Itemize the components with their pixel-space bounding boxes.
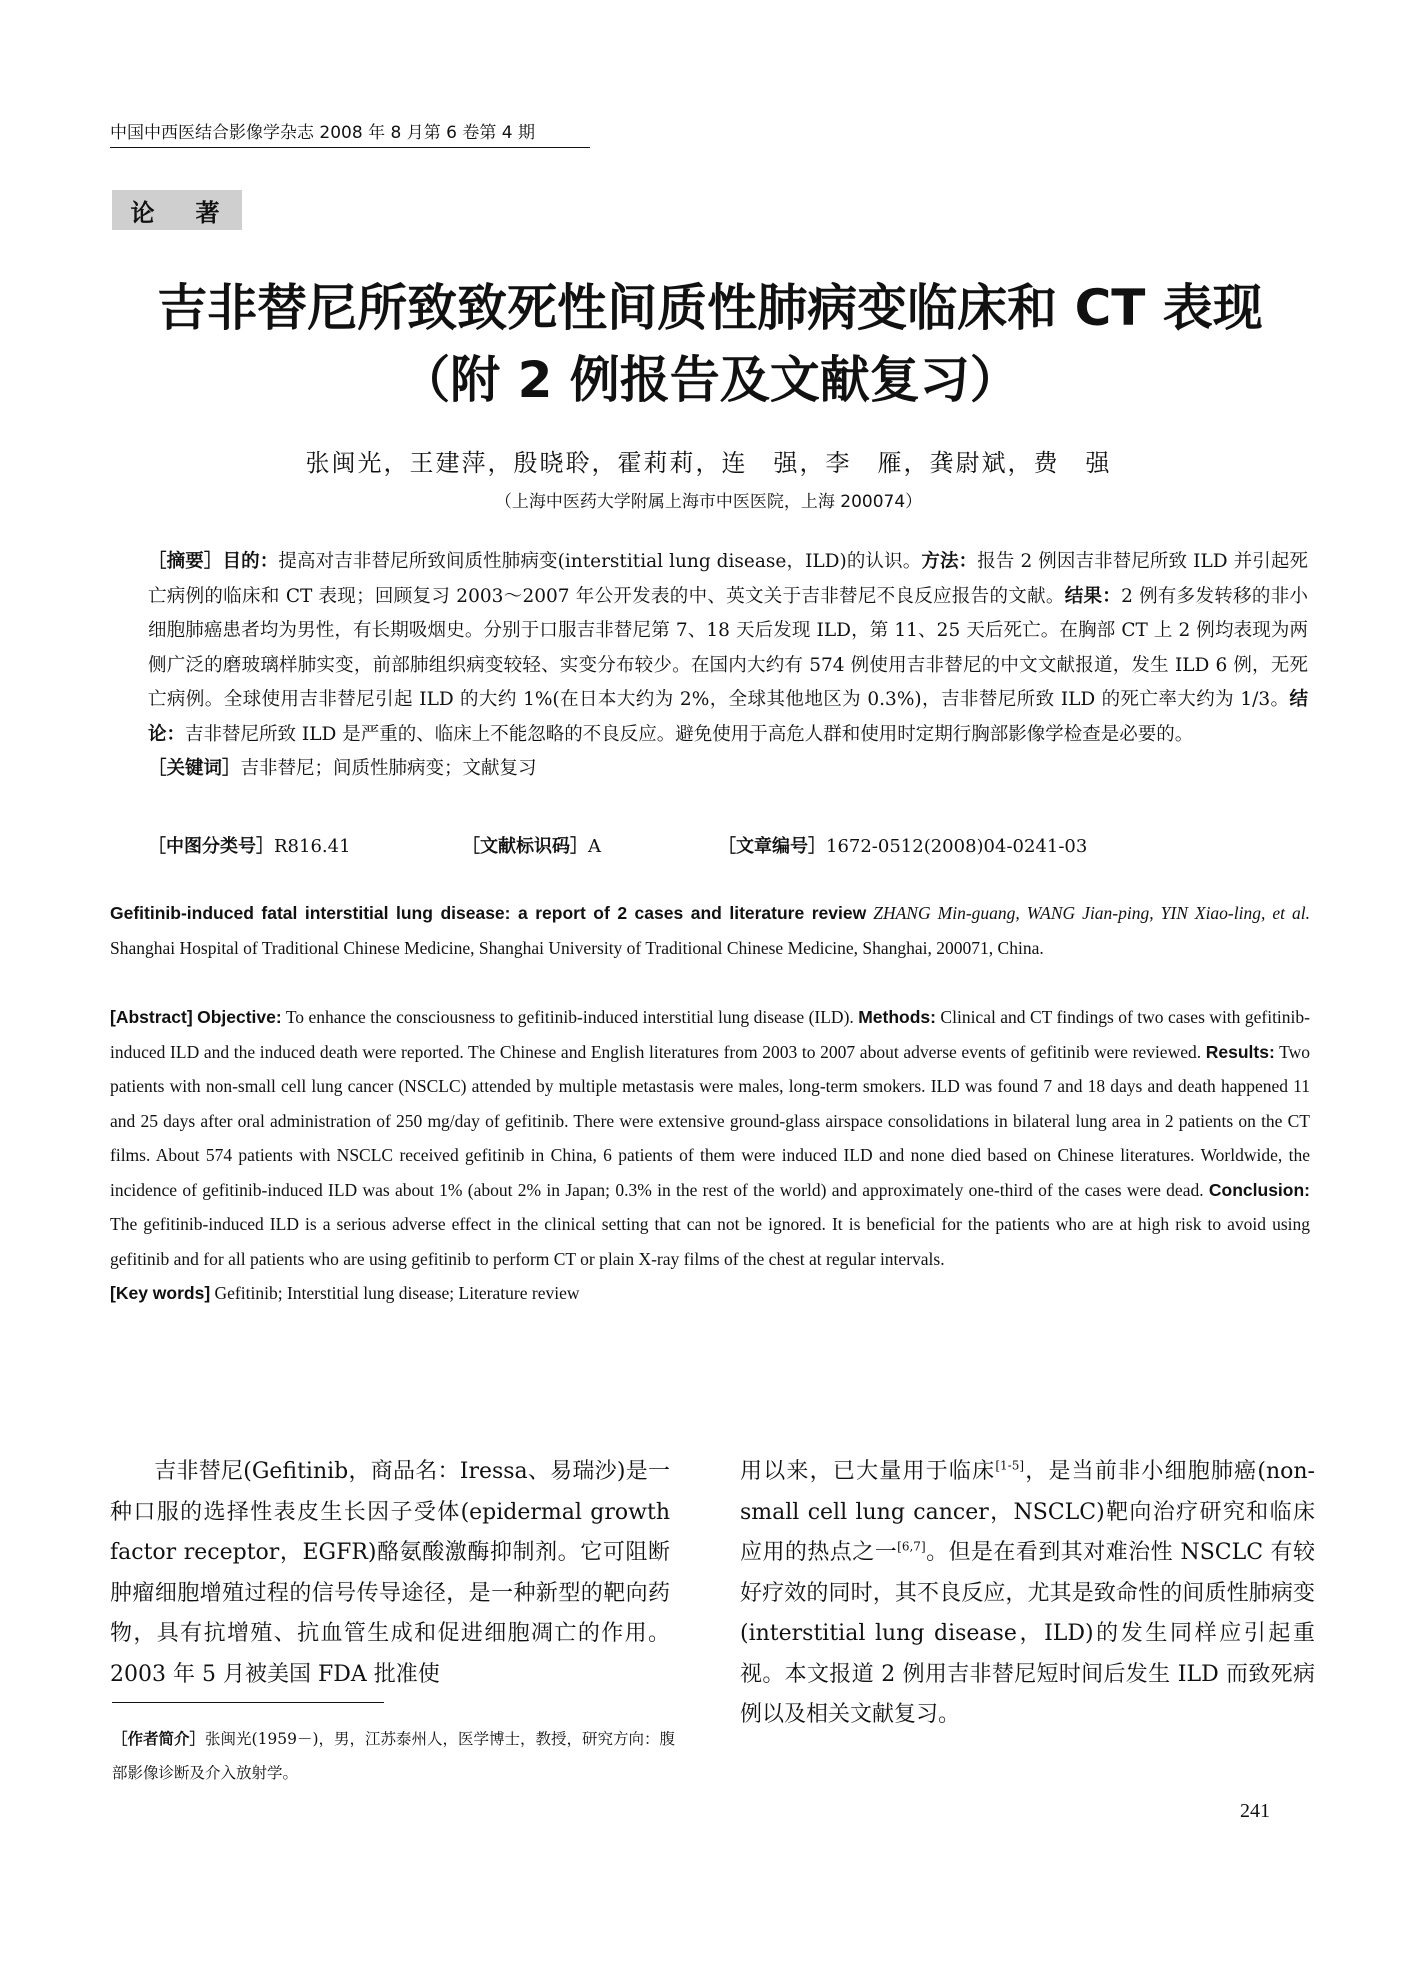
article-number bbox=[718, 832, 1087, 858]
abstract-label: ［摘要］ bbox=[148, 551, 223, 572]
body-right-text-3: 。但是在看到其对难治性 NSCLC 有较好疗效的同时，其不良反应，尤其是致命性的间质性肺病变(interstitial lung disease，ILD)的发生同样应引起重视。本文报道 2 例用吉非替尼短时间后发生 ILD 而致死病例以及相关文献复习。 bbox=[740, 1540, 1315, 1727]
en-conclusion-label: Conclusion: bbox=[1208, 1179, 1310, 1200]
english-affiliation: Shanghai Hospital of Traditional Chinese Medicine, Shanghai University of Traditional Chinese Medicine, Shanghai, 200071, China. bbox=[110, 937, 1044, 958]
conclusion-text: 吉非替尼所致 ILD 是严重的、临床上不能忽略的不良反应。避免使用于高危人群和使用时定期行胸部影像学检查是必要的。 bbox=[185, 723, 1194, 745]
en-conclusion-text: The gefitinib-induced ILD is a serious adverse effect in the clinical setting that can not be ignored. It is beneficial for the patients who are at high risk to avoid using gefitinib and for all patients who are using gefitinib to perform CT or plain X-ray films of the chest at regular intervals. bbox=[110, 1214, 1310, 1269]
en-methods-text: Clinical and CT findings of two cases with gefitinib-induced ILD and the induced death were reported. The Chinese and English literatures from 2003 to 2007 about adverse events of gefitinib were reviewed. bbox=[110, 1007, 1310, 1062]
keywords-label: ［关键词］ bbox=[148, 758, 241, 779]
english-title-block bbox=[110, 896, 1310, 965]
en-keywords-label: [Key words] bbox=[110, 1283, 211, 1303]
body-right-text-2: ，是当前非小细胞肺癌(non-small cell lung cancer，NSCLC)靶向治疗研究和临床应用的热点之一 bbox=[740, 1459, 1315, 1565]
results-text: 2 例有多发转移的非小细胞肺癌患者均为男性，有长期吸烟史。分别于口服吉非替尼第 7、18 天后发现 ILD，第 11、25 天后死亡。在胸部 CT 上 2 例均表现为两侧广泛的磨玻璃样肺实变，前部肺组织病变较轻、实变分布较少。在国内大约有 574 例使用吉非替尼的中文文献报道，发生 ILD 6 例，无死亡病例。全球使用吉非替尼引起 ILD 的大约 1%(在日本大约为 2%，全球其他地区为 0.3%)，吉非替尼所致 ILD 的死亡率大约为 1/3。 bbox=[148, 585, 1308, 710]
body-left-column bbox=[110, 1452, 670, 1695]
results-label: 结果： bbox=[1064, 585, 1122, 607]
objective-text: 提高对吉非替尼所致间质性肺病变(interstitial lung disease，ILD)的认识。 bbox=[278, 551, 922, 572]
footnote-divider bbox=[112, 1702, 384, 1703]
body-left-text: 吉非替尼(Gefitinib，商品名：Iressa、易瑞沙)是一种口服的选择性表皮生长因子受体(epidermal growth factor receptor，EGFR)酪氨酸激酶抑制剂。它可阻断肿瘤细胞增殖过程的信号传导途径，是一种新型的靶向药物，具有抗增殖、抗血管生成和促进细胞凋亡的作用。2003 年 5 月被美国 FDA 批准使 bbox=[110, 1459, 670, 1687]
english-abstract bbox=[110, 1000, 1310, 1311]
author-footnote bbox=[112, 1722, 687, 1790]
en-results-label: Results: bbox=[1205, 1041, 1275, 1062]
clc-value: R816.41 bbox=[274, 836, 351, 857]
citation-1-5: [1-5] bbox=[995, 1458, 1025, 1473]
footnote-text: 张闽光(1959－)，男，江苏泰州人，医学博士，教授，研究方向：腹部影像诊断及介入放射学。 bbox=[112, 1730, 676, 1782]
en-objective-text: To enhance the consciousness to gefitinib-induced interstitial lung disease (ILD). bbox=[285, 1007, 854, 1027]
chinese-abstract bbox=[148, 545, 1308, 787]
page-number: 241 bbox=[1240, 1800, 1270, 1822]
doc-value: A bbox=[588, 836, 601, 857]
document-code bbox=[462, 832, 601, 858]
en-methods-label: Methods: bbox=[858, 1007, 936, 1027]
title-line-1: 吉非替尼所致致死性间质性肺病变临床和 CT 表现 bbox=[157, 279, 1263, 337]
english-authors: ZHANG Min-guang, WANG Jian-ping, YIN Xiao-ling, et al. bbox=[873, 903, 1311, 923]
clc-label: ［中图分类号］ bbox=[148, 836, 274, 857]
methods-label: 方法： bbox=[921, 551, 978, 572]
section-tag-char-2: 著 bbox=[195, 198, 224, 227]
en-abstract-label: [Abstract] bbox=[110, 1007, 193, 1027]
citation-6-7: [6,7] bbox=[897, 1539, 926, 1554]
english-title: Gefitinib-induced fatal interstitial lung disease: a report of 2 cases and literature review bbox=[110, 903, 867, 923]
body-right-text-1: 用以来，已大量用于临床 bbox=[740, 1459, 996, 1484]
conclusion-label: 结论： bbox=[148, 689, 1308, 745]
keywords-text: 吉非替尼；间质性肺病变；文献复习 bbox=[240, 758, 537, 779]
section-tag bbox=[112, 190, 242, 230]
title-line-2: （附 2 例报告及文献复习） bbox=[400, 351, 1020, 409]
clc-number bbox=[148, 832, 351, 858]
body-right-column bbox=[740, 1452, 1315, 1736]
journal-header: 中国中西医结合影像学杂志 2008 年 8 月第 6 卷第 4 期 bbox=[110, 118, 590, 148]
methods-text: 报告 2 例因吉非替尼所致 ILD 并引起死亡病例的临床和 CT 表现；回顾复习 2003～2007 年公开发表的中、英文关于吉非替尼不良反应报告的文献。 bbox=[148, 551, 1308, 607]
en-results-text: Two patients with non-small cell lung cancer (NSCLC) attended by multiple metastasis were males, long-term smokers. ILD was found 7 and 18 days and death happened 11 and 25 days after oral administration of 250 mg/day of gefitinib. There were extensive ground-glass airspace consolidations in bilateral lung area in 2 patients on the CT films. About 574 patients with NSCLC received gefitinib in China, 6 patients of them were induced ILD and none died based on Chinese literatures. Worldwide, the incidence of gefitinib-induced ILD was about 1% (about 2% in Japan; 0.3% in the rest of the world) and approximately one-third of the cases were dead. bbox=[110, 1041, 1311, 1200]
section-tag-char-1: 论 bbox=[130, 198, 159, 227]
doc-label: ［文献标识码］ bbox=[462, 836, 588, 857]
en-keywords-text: Gefitinib; Interstitial lung disease; Literature review bbox=[214, 1283, 580, 1303]
footnote-label: ［作者简介］ bbox=[112, 1730, 206, 1748]
affiliation: （上海中医药大学附属上海市中医医院，上海 200074） bbox=[494, 492, 923, 512]
authors: 张闽光，王建萍，殷晓聆，霍莉莉，连 强，李 雁，龚尉斌，费 强 bbox=[305, 449, 1112, 477]
article-value: 1672-0512(2008)04-0241-03 bbox=[826, 836, 1088, 857]
objective-label: 目的： bbox=[222, 551, 279, 572]
en-objective-label: Objective: bbox=[197, 1007, 282, 1027]
article-label: ［文章编号］ bbox=[718, 836, 826, 857]
